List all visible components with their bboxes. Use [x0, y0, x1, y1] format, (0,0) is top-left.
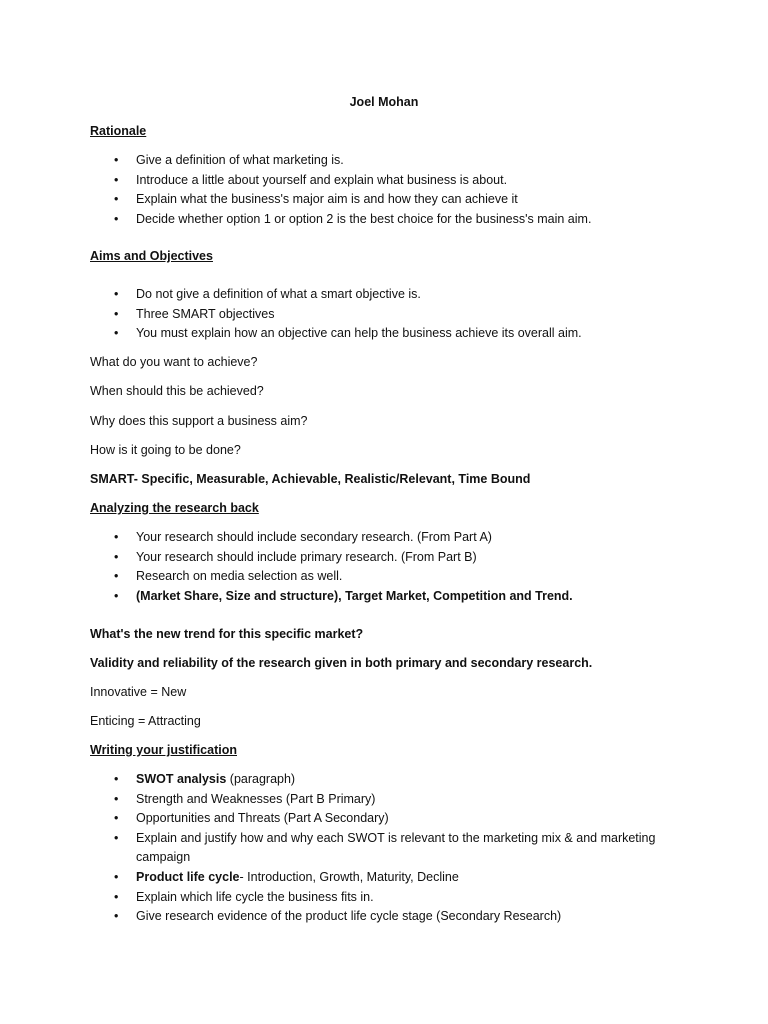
- list-item: • Give a definition of what marketing is.: [114, 151, 591, 171]
- list-item: • (Market Share, Size and structure), Target Market, Competition and Trend.: [114, 587, 573, 607]
- rationale-heading: Rationale: [90, 124, 147, 138]
- list-item: • Your research should include secondary research. (From Part A): [114, 528, 573, 548]
- list-item: • Decide whether option 1 or option 2 is the best choice for the business's main aim.: [114, 210, 591, 230]
- innovative-line: Innovative = New: [90, 685, 187, 699]
- list-item: • Explain and justify how and why each SWOT is relevant to the marketing mix & and marketing campaign: [114, 830, 656, 865]
- justification-list: [114, 770, 676, 927]
- bullet-icon: •: [114, 287, 119, 301]
- question-line: When should this be achieved?: [90, 384, 264, 398]
- list-item: • Explain which life cycle the business fits in.: [114, 888, 676, 908]
- list-item: • Your research should include primary research. (From Part B): [114, 548, 573, 568]
- bullet-icon: •: [114, 172, 119, 187]
- list-item: • Explain what the business's major aim is and how they can achieve it: [114, 190, 591, 210]
- question-line: Why does this support a business aim?: [90, 414, 308, 428]
- justification-heading: Writing your justification: [90, 743, 237, 757]
- bullet-icon: •: [114, 772, 119, 786]
- list-item: • Research on media selection as well.: [114, 567, 573, 587]
- bullet-icon: •: [114, 830, 119, 845]
- smart-line: SMART- Specific, Measurable, Achievable, Realistic/Relevant, Time Bound: [90, 472, 531, 486]
- bullet-icon: •: [114, 811, 119, 826]
- bullet-icon: •: [114, 153, 119, 167]
- list-item: • Strength and Weaknesses (Part B Primary): [114, 790, 676, 810]
- list-item: • Three SMART objectives: [114, 305, 582, 325]
- trend-question: What's the new trend for this specific market?: [90, 627, 364, 641]
- bullet-icon: •: [114, 869, 119, 884]
- bullet-icon: •: [114, 549, 119, 564]
- aims-list: [114, 285, 582, 344]
- validity-line: Validity and reliability of the research given in both primary and secondary research.: [90, 656, 593, 670]
- bullet-icon: •: [114, 192, 119, 207]
- bullet-icon: •: [114, 211, 119, 226]
- list-item: • Give research evidence of the product life cycle stage (Secondary Research): [114, 907, 676, 927]
- list-item: • Product life cycle- Introduction, Growth, Maturity, Decline: [114, 868, 676, 888]
- bullet-icon: •: [114, 326, 119, 341]
- list-item: • You must explain how an objective can help the business achieve its overall aim.: [114, 324, 582, 344]
- list-item: • Do not give a definition of what a smart objective is.: [114, 285, 582, 305]
- research-heading: Analyzing the research back: [90, 501, 259, 515]
- list-item: • Opportunities and Threats (Part A Secondary): [114, 809, 676, 829]
- bullet-icon: •: [114, 791, 119, 806]
- bullet-icon: •: [114, 909, 119, 924]
- rationale-list: [114, 151, 591, 229]
- question-line: How is it going to be done?: [90, 443, 241, 457]
- bullet-icon: •: [114, 530, 119, 544]
- research-list: [114, 528, 573, 606]
- question-line: What do you want to achieve?: [90, 355, 258, 369]
- document-title: Joel Mohan: [349, 95, 419, 109]
- bullet-icon: •: [114, 588, 119, 603]
- aims-heading: Aims and Objectives: [90, 249, 213, 263]
- bullet-icon: •: [114, 889, 119, 904]
- enticing-line: Enticing = Attracting: [90, 714, 201, 728]
- list-item: • Introduce a little about yourself and explain what business is about.: [114, 171, 591, 191]
- list-item: • SWOT analysis (paragraph): [114, 770, 676, 790]
- bullet-icon: •: [114, 306, 119, 321]
- bullet-icon: •: [114, 569, 119, 584]
